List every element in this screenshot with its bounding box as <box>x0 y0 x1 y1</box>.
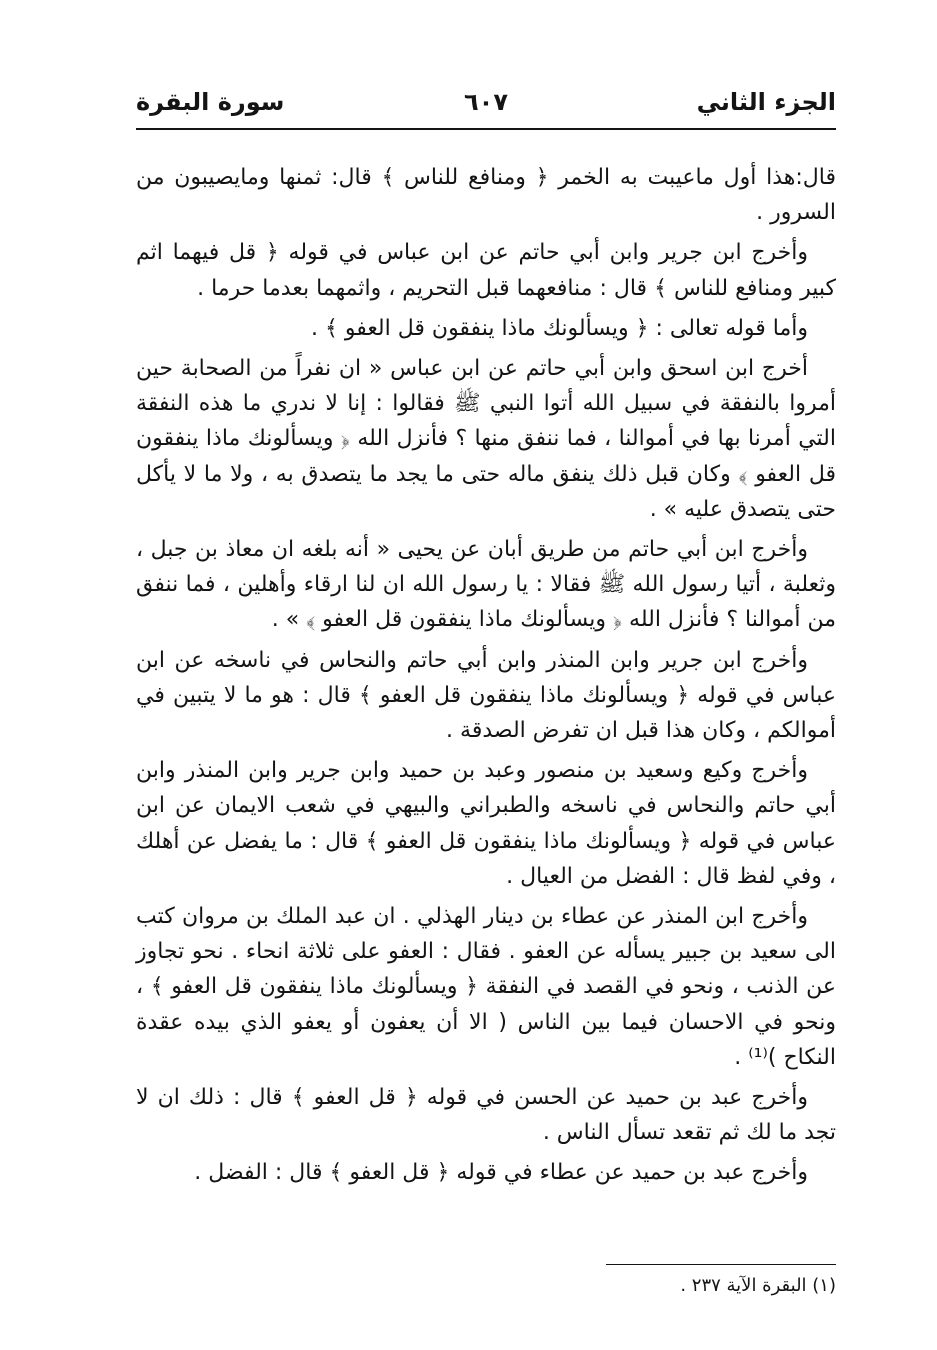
footnote: (١) البقرة الآية ٢٣٧ . <box>680 1275 836 1296</box>
surah-title: سورة البقرة <box>136 88 285 116</box>
paragraph: وأخرج ابن جرير وابن المنذر وابن أبي حاتم والنحاس في ناسخه عن ابن عباس في قوله ﴿ ويسألونك ماذا ينفقون قل العفو ﴾ قال : هو ما لا يتبين في أموالكم ، وكان هذا قبل ان تفرض الصدقة . <box>136 647 836 744</box>
paragraph: وأخرج وكيع وسعيد بن منصور وعبد بن حميد وابن جرير وابن المنذر وابن أبي حاتم والنحاس في ناسخه والطبراني والبيهي في شعب الايمان عن ابن عباس في قوله ﴿ ويسألونك ماذا ينفقون قل العفو ﴾ قال : ما يفضل عن أهلك ، وفي لفظ قال : الفضل من العيال . <box>136 758 836 889</box>
paragraph: وأخرج ابن جرير وابن أبي حاتم عن ابن عباس في قوله ﴿ قل فيهما اثم كبير ومنافع للناس ﴾ قال : منافعهما قبل التحريم ، واثمهما بعدما حرما . <box>136 240 836 301</box>
page-number: ٦٠٧ <box>464 88 508 116</box>
page-header <box>136 84 836 128</box>
paragraph: وأخرج عبد بن حميد عن الحسن في قوله ﴿ قل العفو ﴾ قال : ذلك ان لا تجد ما لك ثم تقعد تسأل الناس . <box>136 1085 836 1146</box>
paragraph: أخرج ابن اسحق وابن أبي حاتم عن ابن عباس « ان نفراً من الصحابة حين أمروا بالنفقة في سبيل الله أتوا النبي ﷺ فقالوا : إنا لا ندري ما هذه النفقة التي أمرنا بها في أموالنا ، فما ننفق منها ؟ فأنزل الله ﴿ ويسألونك ماذا ينفقون قل العفو ﴾ وكان قبل ذلك ينفق ماله حتى ما يجد ما يتصدق به ، ولا ما لا يأكل حتى يتصدق عليه » . <box>136 356 836 522</box>
paragraph: وأخرج ابن المنذر عن عطاء بن دينار الهذلي . ان عبد الملك بن مروان كتب الى سعيد بن جبير يسأله عن العفو . فقال : العفو على ثلاثة انحاء . نحو تجاوز عن الذنب ، ونحو في القصد في النفقة ﴿ ويسألونك ماذا ينفقون قل العفو ﴾ ، ونحو في الاحسان فيما بين الناس ( الا أن يعفون أو يعفو الذي بيده عقدة النكاح )⁽¹⁾ . <box>136 904 836 1070</box>
paragraph: قال:هذا أول ماعيبت به الخمر ﴿ ومنافع للناس ﴾ قال: ثمنها ومايصيبون من السرور . <box>136 165 836 226</box>
paragraph: وأخرج ابن أبي حاتم من طريق أبان عن يحيى « أنه بلغه ان معاذ بن جبل ، وثعلبة ، أتيا رسول الله ﷺ فقالا : يا رسول الله ان لنا ارقاء وأهلين ، فما ننفق من أموالنا ؟ فأنزل الله ﴿ ويسألونك ماذا ينفقون قل العفو ﴾ » . <box>136 537 836 633</box>
footnote-divider <box>606 1264 836 1265</box>
paragraph: وأما قوله تعالى : ﴿ ويسألونك ماذا ينفقون قل العفو ﴾ . <box>310 315 808 341</box>
part-title: الجزء الثاني <box>696 88 836 116</box>
paragraph: وأخرج عبد بن حميد عن عطاء في قوله ﴿ قل العفو ﴾ قال : الفضل . <box>194 1160 808 1186</box>
body-text <box>136 160 836 1196</box>
header-divider <box>136 128 836 130</box>
